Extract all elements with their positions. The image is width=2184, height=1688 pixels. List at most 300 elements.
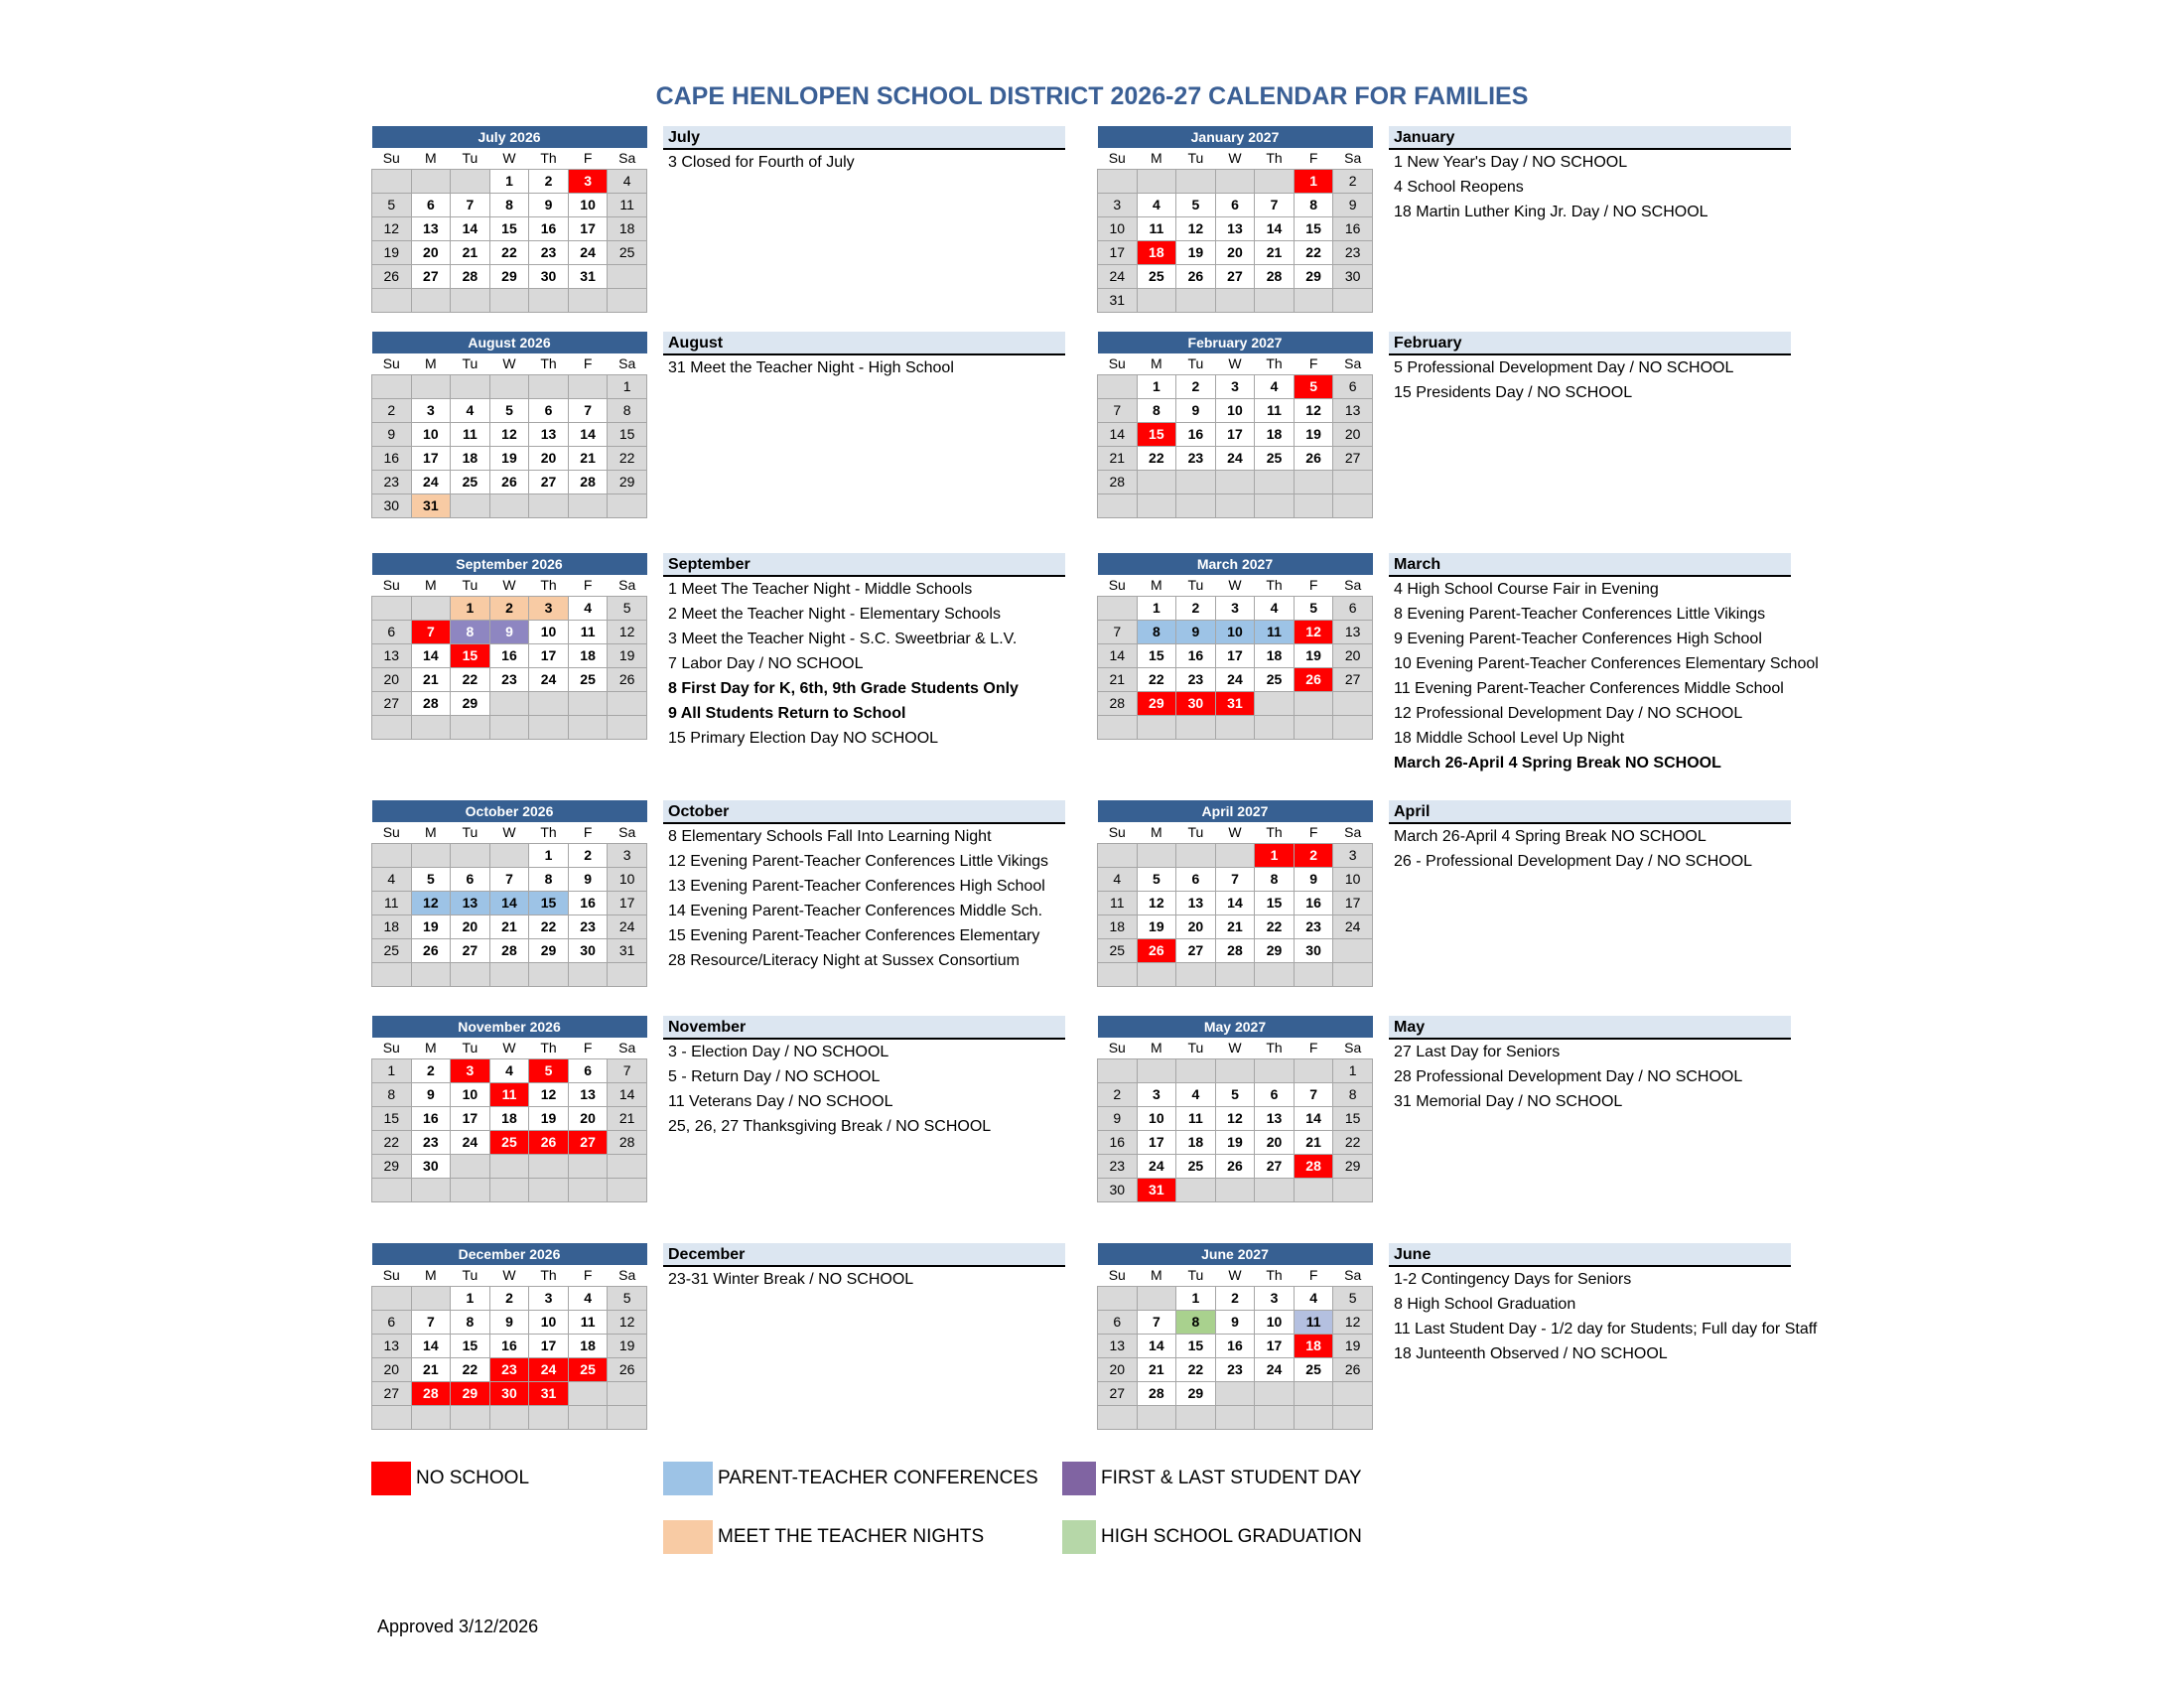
calendar-day: 18 (372, 915, 412, 939)
weekday-header: Th (1255, 148, 1295, 170)
empty-cell (489, 1406, 529, 1430)
calendar-day: 29 (1255, 939, 1295, 963)
calendar-day: 4 (1176, 1083, 1216, 1107)
empty-cell (1176, 1406, 1216, 1430)
calendar-day: 1 (1294, 170, 1333, 194)
calendar-day: 29 (372, 1155, 412, 1179)
events-panel-april-2027 (1389, 800, 1791, 874)
calendar-day: 21 (411, 1358, 451, 1382)
calendar-day: 1 (608, 375, 647, 399)
calendar-day: 1 (529, 844, 569, 868)
calendar-day: 17 (1137, 1131, 1176, 1155)
approved-date: Approved 3/12/2026 (377, 1617, 539, 1636)
calendar-day: 20 (568, 1107, 608, 1131)
empty-cell (1098, 1406, 1138, 1430)
calendar-day: 20 (1098, 1358, 1138, 1382)
calendar-day: 18 (1137, 241, 1176, 265)
calendar-day: 3 (1333, 844, 1373, 868)
calendar-day: 9 (1333, 194, 1373, 217)
mini-calendar-october-2026 (371, 800, 647, 987)
empty-cell (568, 1406, 608, 1430)
weekday-header: Sa (608, 148, 647, 170)
empty-cell (411, 844, 451, 868)
weekday-header: Tu (1176, 148, 1216, 170)
event-item: 15 Evening Parent-Teacher Conferences Elementary (668, 927, 1040, 944)
empty-cell (1255, 471, 1295, 494)
weekday-header: W (1215, 1265, 1255, 1287)
empty-cell (1333, 1382, 1373, 1406)
empty-cell (1333, 692, 1373, 716)
calendar-day: 20 (1333, 423, 1373, 447)
calendar-month-title: May 2027 (1098, 1016, 1373, 1038)
events-month-header: January (1389, 126, 1791, 150)
calendar-month-title: July 2026 (372, 126, 647, 148)
weekday-header: Su (372, 353, 412, 375)
event-item: 3 Closed for Fourth of July (668, 154, 855, 171)
calendar-day: 27 (1255, 1155, 1295, 1179)
weekday-header: M (411, 822, 451, 844)
empty-cell (608, 963, 647, 987)
calendar-day: 29 (451, 1382, 490, 1406)
empty-cell (568, 692, 608, 716)
calendar-day: 20 (372, 1358, 412, 1382)
empty-cell (1176, 1179, 1216, 1202)
calendar-day: 10 (1215, 399, 1255, 423)
event-item: 28 Resource/Literacy Night at Sussex Consortium (668, 952, 1020, 969)
events-panel-february-2027 (1389, 332, 1791, 405)
empty-cell (489, 716, 529, 740)
weekday-header: Tu (451, 575, 490, 597)
weekday-header: Sa (608, 822, 647, 844)
calendar-day: 14 (411, 1335, 451, 1358)
week-row (372, 1406, 647, 1430)
calendar-day: 24 (451, 1131, 490, 1155)
calendar-month-title: June 2027 (1098, 1243, 1373, 1265)
calendar-day: 25 (1098, 939, 1138, 963)
calendar-day: 26 (1294, 668, 1333, 692)
calendar-day: 30 (489, 1382, 529, 1406)
calendar-day: 28 (1294, 1155, 1333, 1179)
calendar-day: 5 (608, 597, 647, 621)
mini-calendar-november-2026 (371, 1016, 647, 1202)
calendar-day: 16 (568, 892, 608, 915)
calendar-day: 23 (1294, 915, 1333, 939)
week-row (1098, 1287, 1373, 1311)
week-row (1098, 1155, 1373, 1179)
calendar-day: 28 (1098, 692, 1138, 716)
calendar-day: 21 (1137, 1358, 1176, 1382)
week-row (372, 217, 647, 241)
calendar-day: 30 (1333, 265, 1373, 289)
week-row (372, 668, 647, 692)
week-row (1098, 1358, 1373, 1382)
week-row (1098, 668, 1373, 692)
calendar-day: 23 (489, 668, 529, 692)
events-month-header: May (1389, 1016, 1791, 1040)
calendar-day: 5 (608, 1287, 647, 1311)
events-month-header: December (663, 1243, 1065, 1267)
calendar-day: 16 (411, 1107, 451, 1131)
event-item: 5 - Return Day / NO SCHOOL (668, 1068, 881, 1085)
mini-calendar-february-2027 (1097, 332, 1373, 518)
week-row (1098, 494, 1373, 518)
empty-cell (1215, 716, 1255, 740)
empty-cell (1294, 1406, 1333, 1430)
calendar-day: 15 (1294, 217, 1333, 241)
calendar-month-title: December 2026 (372, 1243, 647, 1265)
empty-cell (1176, 844, 1216, 868)
weekday-header: F (1294, 148, 1333, 170)
empty-cell (568, 1382, 608, 1406)
calendar-day: 6 (529, 399, 569, 423)
calendar-day: 3 (1098, 194, 1138, 217)
calendar-day: 17 (1215, 644, 1255, 668)
legend-swatch (663, 1520, 713, 1554)
calendar-day: 12 (1294, 399, 1333, 423)
calendar-day: 17 (1215, 423, 1255, 447)
calendar-day: 2 (529, 170, 569, 194)
weekday-header: F (568, 575, 608, 597)
calendar-day: 18 (1176, 1131, 1216, 1155)
calendar-day: 10 (1137, 1107, 1176, 1131)
event-item: 31 Meet the Teacher Night - High School (668, 359, 954, 376)
calendar-day: 29 (1137, 692, 1176, 716)
calendar-day: 13 (1176, 892, 1216, 915)
empty-cell (1215, 471, 1255, 494)
calendar-day: 6 (1333, 597, 1373, 621)
calendar-day: 22 (1255, 915, 1295, 939)
event-item: 4 High School Course Fair in Evening (1394, 581, 1659, 598)
calendar-day: 26 (1176, 265, 1216, 289)
calendar-day: 10 (411, 423, 451, 447)
calendar-day: 30 (1176, 692, 1216, 716)
week-row (372, 716, 647, 740)
weekday-header: Su (372, 1265, 412, 1287)
week-row (1098, 471, 1373, 494)
empty-cell (1215, 963, 1255, 987)
events-month-header: June (1389, 1243, 1791, 1267)
calendar-day: 9 (489, 1311, 529, 1335)
empty-cell (372, 963, 412, 987)
calendar-day: 13 (1333, 399, 1373, 423)
calendar-month-title: August 2026 (372, 332, 647, 353)
empty-cell (529, 375, 569, 399)
calendar-day: 17 (411, 447, 451, 471)
calendar-day: 18 (451, 447, 490, 471)
weekday-header: Tu (451, 1265, 490, 1287)
mini-calendar-may-2027 (1097, 1016, 1373, 1202)
calendar-day: 14 (1215, 892, 1255, 915)
empty-cell (1294, 1059, 1333, 1083)
event-item: 12 Evening Parent-Teacher Conferences Little Vikings (668, 853, 1049, 870)
calendar-day: 15 (608, 423, 647, 447)
calendar-day: 7 (608, 1059, 647, 1083)
calendar-day: 20 (529, 447, 569, 471)
empty-cell (529, 716, 569, 740)
weekday-header: W (489, 1265, 529, 1287)
calendar-day: 3 (529, 597, 569, 621)
empty-cell (372, 289, 412, 313)
empty-cell (1098, 844, 1138, 868)
weekday-header: Tu (1176, 1038, 1216, 1059)
empty-cell (608, 716, 647, 740)
empty-cell (568, 289, 608, 313)
calendar-day: 18 (489, 1107, 529, 1131)
empty-cell (451, 1179, 490, 1202)
calendar-day: 27 (1176, 939, 1216, 963)
calendar-day: 5 (1215, 1083, 1255, 1107)
empty-cell (1098, 494, 1138, 518)
weekday-header: Tu (451, 353, 490, 375)
weekday-header: W (489, 822, 529, 844)
event-item: 11 Veterans Day / NO SCHOOL (668, 1093, 893, 1110)
calendar-day: 7 (1098, 621, 1138, 644)
event-item: 2 Meet the Teacher Night - Elementary Schools (668, 606, 1001, 623)
week-row (1098, 194, 1373, 217)
calendar-day: 15 (451, 1335, 490, 1358)
calendar-day: 28 (568, 471, 608, 494)
calendar-day: 14 (1255, 217, 1295, 241)
calendar-day: 9 (568, 868, 608, 892)
calendar-day: 1 (372, 1059, 412, 1083)
calendar-day: 10 (529, 621, 569, 644)
weekday-header: Th (529, 822, 569, 844)
empty-cell (1294, 1382, 1333, 1406)
event-item: 8 Evening Parent-Teacher Conferences Little Vikings (1394, 606, 1766, 623)
calendar-day: 12 (608, 621, 647, 644)
calendar-day: 25 (451, 471, 490, 494)
calendar-day: 15 (1255, 892, 1295, 915)
calendar-day: 7 (411, 621, 451, 644)
weekday-header: Tu (451, 1038, 490, 1059)
events-month-header: April (1389, 800, 1791, 824)
empty-cell (1176, 494, 1216, 518)
calendar-day: 21 (489, 915, 529, 939)
calendar-day: 17 (608, 892, 647, 915)
weekday-header: Sa (1333, 1038, 1373, 1059)
calendar-day: 6 (372, 1311, 412, 1335)
calendar-day: 13 (529, 423, 569, 447)
empty-cell (1255, 716, 1295, 740)
empty-cell (568, 1155, 608, 1179)
calendar-day: 20 (1176, 915, 1216, 939)
empty-cell (372, 1406, 412, 1430)
empty-cell (1333, 963, 1373, 987)
empty-cell (529, 692, 569, 716)
calendar-day: 21 (568, 447, 608, 471)
week-row (1098, 939, 1373, 963)
mini-calendar-march-2027 (1097, 553, 1373, 740)
calendar-day: 16 (529, 217, 569, 241)
calendar-day: 28 (451, 265, 490, 289)
calendar-day: 3 (1215, 597, 1255, 621)
event-item: March 26-April 4 Spring Break NO SCHOOL (1394, 828, 1706, 845)
calendar-day: 10 (529, 1311, 569, 1335)
weekday-header: Th (1255, 1265, 1295, 1287)
event-item: 9 Evening Parent-Teacher Conferences High School (1394, 631, 1762, 647)
empty-cell (372, 1287, 412, 1311)
calendar-day: 11 (451, 423, 490, 447)
calendar-day: 12 (489, 423, 529, 447)
weekday-header: F (1294, 822, 1333, 844)
week-row (1098, 1406, 1373, 1430)
empty-cell (1137, 963, 1176, 987)
event-item: 8 First Day for K, 6th, 9th Grade Students Only (668, 680, 1019, 697)
empty-cell (451, 170, 490, 194)
event-item: 18 Martin Luther King Jr. Day / NO SCHOOL (1394, 204, 1708, 220)
event-item: 7 Labor Day / NO SCHOOL (668, 655, 864, 672)
calendar-day: 13 (372, 644, 412, 668)
weekday-header: M (411, 575, 451, 597)
weekday-header: Th (529, 1038, 569, 1059)
calendar-day: 25 (608, 241, 647, 265)
mini-calendar-december-2026 (371, 1243, 647, 1430)
empty-cell (608, 289, 647, 313)
calendar-day: 11 (1098, 892, 1138, 915)
calendar-day: 30 (529, 265, 569, 289)
event-item: 23-31 Winter Break / NO SCHOOL (668, 1271, 914, 1288)
weekday-header: W (1215, 353, 1255, 375)
calendar-day: 16 (489, 644, 529, 668)
calendar-day: 7 (1294, 1083, 1333, 1107)
calendar-day: 31 (1137, 1179, 1176, 1202)
weekday-header: Tu (451, 822, 490, 844)
week-row (372, 241, 647, 265)
calendar-day: 19 (1137, 915, 1176, 939)
calendar-day: 22 (1137, 447, 1176, 471)
legend-item (663, 1462, 1038, 1495)
weekday-header: F (1294, 353, 1333, 375)
calendar-day: 4 (1137, 194, 1176, 217)
weekday-header: M (1137, 1038, 1176, 1059)
empty-cell (1098, 1287, 1138, 1311)
calendar-day: 12 (1137, 892, 1176, 915)
calendar-day: 20 (411, 241, 451, 265)
calendar-day: 30 (1294, 939, 1333, 963)
calendar-day: 31 (529, 1382, 569, 1406)
calendar-day: 21 (608, 1107, 647, 1131)
calendar-day: 15 (1137, 423, 1176, 447)
empty-cell (1215, 844, 1255, 868)
weekday-header: Su (372, 1038, 412, 1059)
calendar-day: 11 (372, 892, 412, 915)
week-row (1098, 844, 1373, 868)
weekday-header: Th (1255, 822, 1295, 844)
week-row (372, 692, 647, 716)
weekday-header: M (411, 1038, 451, 1059)
week-row (1098, 1059, 1373, 1083)
calendar-month-title: November 2026 (372, 1016, 647, 1038)
calendar-day: 27 (372, 692, 412, 716)
event-item: 15 Primary Election Day NO SCHOOL (668, 730, 939, 747)
empty-cell (489, 289, 529, 313)
calendar-day: 22 (1294, 241, 1333, 265)
events-month-header: October (663, 800, 1065, 824)
week-row (1098, 241, 1373, 265)
week-row (372, 597, 647, 621)
empty-cell (1294, 963, 1333, 987)
event-item: 11 Last Student Day - 1/2 day for Students; Full day for Staff (1394, 1321, 1818, 1337)
calendar-day: 7 (568, 399, 608, 423)
weekday-header: Tu (451, 148, 490, 170)
calendar-day: 28 (411, 692, 451, 716)
events-panel-august-2026 (663, 332, 1065, 380)
calendar-day: 23 (1333, 241, 1373, 265)
calendar-day: 15 (1137, 644, 1176, 668)
calendar-day: 8 (1137, 621, 1176, 644)
calendar-day: 2 (1098, 1083, 1138, 1107)
calendar-month-title: September 2026 (372, 553, 647, 575)
calendar-day: 17 (529, 1335, 569, 1358)
calendar-day: 2 (489, 597, 529, 621)
calendar-day: 13 (372, 1335, 412, 1358)
calendar-day: 17 (451, 1107, 490, 1131)
calendar-day: 5 (1294, 375, 1333, 399)
events-month-header: November (663, 1016, 1065, 1040)
week-row (372, 423, 647, 447)
calendar-day: 2 (372, 399, 412, 423)
week-row (1098, 217, 1373, 241)
calendar-day: 14 (489, 892, 529, 915)
empty-cell (451, 375, 490, 399)
week-row (1098, 423, 1373, 447)
calendar-day: 27 (372, 1382, 412, 1406)
week-row (372, 289, 647, 313)
empty-cell (608, 494, 647, 518)
week-row (1098, 170, 1373, 194)
weekday-header: Sa (1333, 353, 1373, 375)
calendar-day: 9 (372, 423, 412, 447)
calendar-day: 28 (489, 939, 529, 963)
calendar-day: 1 (1137, 597, 1176, 621)
calendar-day: 3 (451, 1059, 490, 1083)
calendar-day: 19 (489, 447, 529, 471)
calendar-day: 28 (411, 1382, 451, 1406)
calendar-day: 9 (1176, 621, 1216, 644)
calendar-day: 9 (489, 621, 529, 644)
empty-cell (1137, 1059, 1176, 1083)
calendar-day: 20 (1215, 241, 1255, 265)
calendar-day: 18 (1098, 915, 1138, 939)
week-row (372, 471, 647, 494)
weekday-header: F (568, 1038, 608, 1059)
calendar-day: 15 (1333, 1107, 1373, 1131)
calendar-day: 8 (1137, 399, 1176, 423)
week-row (372, 1179, 647, 1202)
calendar-day: 2 (411, 1059, 451, 1083)
calendar-day: 31 (1215, 692, 1255, 716)
calendar-day: 10 (1255, 1311, 1295, 1335)
event-item: 10 Evening Parent-Teacher Conferences Elementary School (1394, 655, 1819, 672)
event-item: 26 - Professional Development Day / NO SCHOOL (1394, 853, 1753, 870)
empty-cell (489, 963, 529, 987)
empty-cell (1215, 494, 1255, 518)
calendar-day: 18 (568, 644, 608, 668)
calendar-day: 9 (1098, 1107, 1138, 1131)
week-row (372, 1155, 647, 1179)
empty-cell (1176, 716, 1216, 740)
calendar-day: 24 (1255, 1358, 1295, 1382)
empty-cell (1098, 963, 1138, 987)
calendar-day: 8 (489, 194, 529, 217)
calendar-day: 30 (1098, 1179, 1138, 1202)
calendar-day: 3 (1137, 1083, 1176, 1107)
week-row (372, 399, 647, 423)
empty-cell (489, 1179, 529, 1202)
week-row (372, 1083, 647, 1107)
calendar-day: 21 (1098, 447, 1138, 471)
weekday-header: Su (1098, 1265, 1138, 1287)
